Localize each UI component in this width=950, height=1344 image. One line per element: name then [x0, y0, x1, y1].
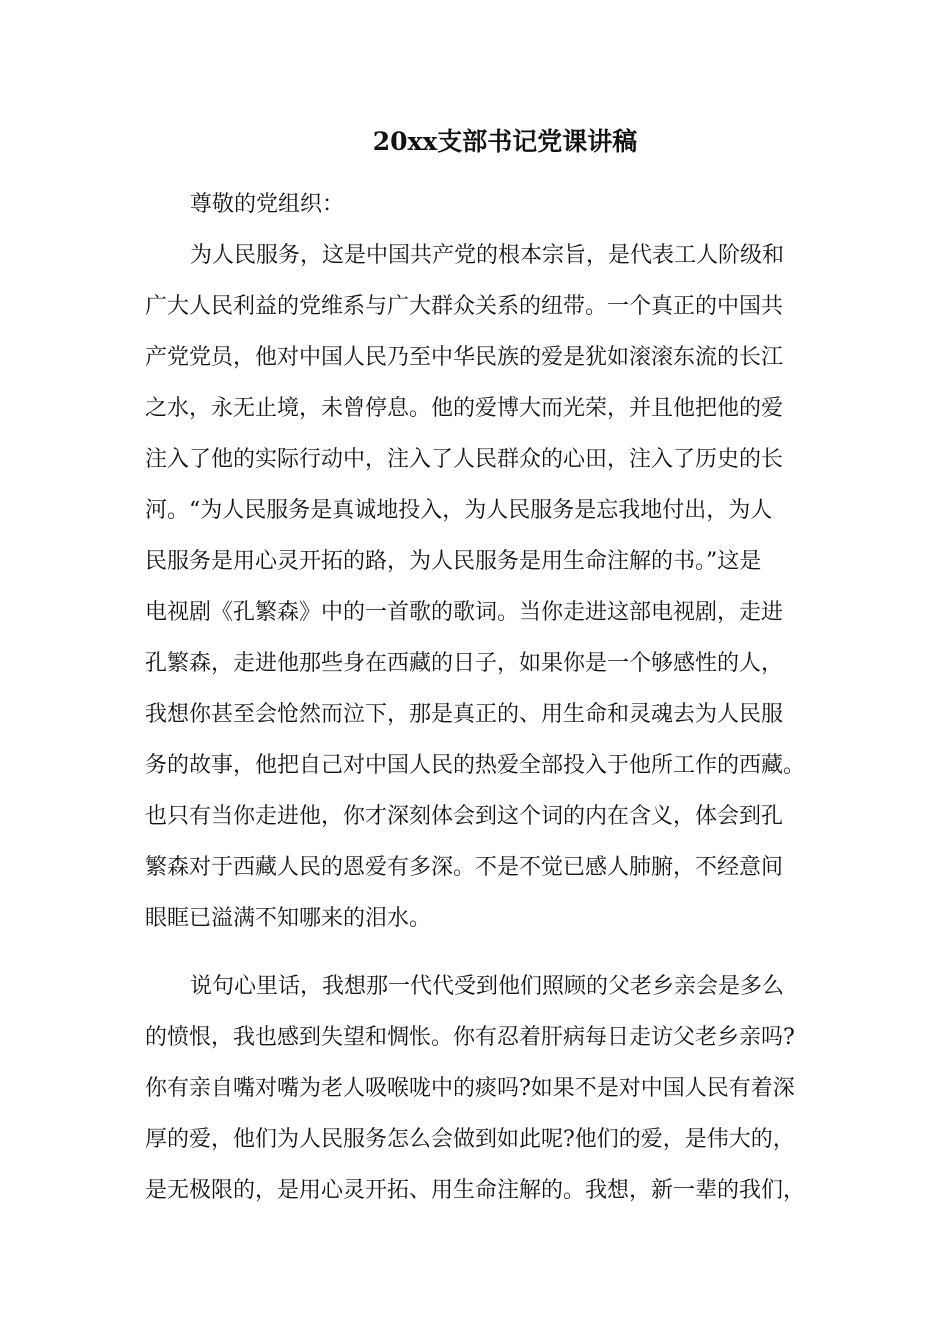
paragraph-line: 产党党员，他对中国人民乃至中华民族的爱是犹如滚滚东流的长江 [145, 345, 784, 370]
paragraph-line: 我想你甚至会怆然而泣下，那是真正的、用生命和灵魂去为人民服 [145, 702, 784, 727]
salutation: 尊敬的党组织： [190, 192, 345, 217]
paragraph-line: 你有亲自嘴对嘴为老人吸喉咙中的痰吗?如果不是对中国人民有着深 [145, 1076, 795, 1101]
paragraph-line: 为人民服务，这是中国共产党的根本宗旨，是代表工人阶级和 [190, 243, 785, 268]
paragraph-2 [145, 966, 825, 1221]
paragraph-line: 务的故事，他把自己对中国人民的热爱全部投入于他所工作的西藏。 [145, 753, 806, 778]
paragraph-line: 孔繁森，走进他那些身在西藏的日子，如果你是一个够感性的人， [145, 651, 784, 676]
document-title: 20xx支部书记党课讲稿 [372, 127, 638, 156]
paragraph-line: 厚的爱，他们为人民服务怎么会做到如此呢?他们的爱，是伟大的， [145, 1127, 795, 1152]
paragraph-line: 电视剧《孔繁森》中的一首歌的歌词。当你走进这部电视剧，走进 [145, 600, 784, 625]
document-body [145, 184, 825, 1221]
paragraph-line: 是无极限的，是用心灵开拓、用生命注解的。我想，新一辈的我们， [145, 1178, 806, 1203]
paragraph-line: 广大人民利益的党维系与广大群众关系的纽带。一个真正的中国共 [145, 294, 784, 319]
paragraph-line: 注入了他的实际行动中，注入了人民群众的心田，注入了历史的长 [145, 447, 784, 472]
paragraph-line: 繁森对于西藏人民的恩爱有多深。不是不觉已感人肺腑，不经意间 [145, 855, 784, 880]
paragraph-line: 民服务是用心灵开拓的路，为人民服务是用生命注解的书。”这是 [145, 549, 762, 574]
paragraph-line: 也只有当你走进他，你才深刻体会到这个词的内在含义，体会到孔 [145, 804, 784, 829]
paragraph-line: 说句心里话，我想那一代代受到他们照顾的父老乡亲会是多么 [190, 974, 785, 999]
paragraph-line: 眼眶已溢满不知哪来的泪水。 [145, 906, 432, 931]
paragraph-line: 河。“为人民服务是真诚地投入，为人民服务是忘我地付出，为人 [145, 498, 773, 523]
paragraph-line: 的愤恨，我也感到失望和惆怅。你有忍着肝病每日走访父老乡亲吗? [145, 1025, 795, 1050]
paragraph-line: 之水，永无止境，未曾停息。他的爱博大而光荣，并且他把他的爱 [145, 396, 784, 421]
paragraph-1 [145, 235, 825, 949]
paragraph-gap [145, 949, 825, 966]
